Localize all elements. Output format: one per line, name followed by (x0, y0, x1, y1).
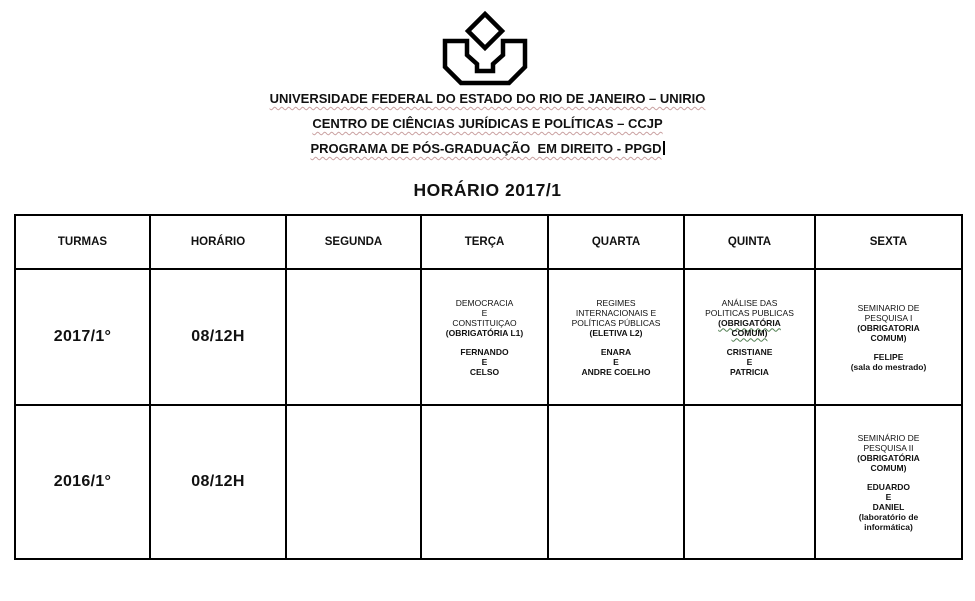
cell-line: COMUM) (731, 327, 768, 338)
cell-line: POLÍTICAS PÚBLICAS (571, 317, 661, 328)
turma-cell: 2016/1° (15, 405, 150, 559)
column-header-sexta: SEXTA (815, 215, 962, 269)
day-cell (684, 269, 815, 405)
horario-cell: 08/12H (150, 269, 286, 405)
cell-line: E (481, 356, 488, 367)
column-header-quinta: QUINTA (684, 215, 815, 269)
cell-line: (OBRIGATÓRIA L1) (445, 327, 524, 338)
cell-line: DEMOCRACIA (455, 297, 514, 308)
program-name-text: PROGRAMA DE PÓS-GRADUAÇÃO EM DIREITO - PPGD (310, 141, 662, 156)
column-header-segunda: SEGUNDA (286, 215, 421, 269)
cell-line: FELIPE (873, 351, 904, 362)
table-row (15, 405, 962, 559)
day-cell (684, 405, 815, 559)
cell-line: INTERNACIONAIS E (575, 307, 657, 318)
cell-line: E (885, 491, 892, 502)
institution-header (0, 86, 975, 161)
cell-line: (OBRIGATÓRIA (718, 317, 781, 328)
cell-line: informática) (864, 521, 913, 532)
column-header-horario: HORÁRIO (150, 215, 286, 269)
cell-line: PESQUISA I (864, 312, 913, 323)
cell-line: (sala do mestrado) (850, 361, 927, 372)
day-cell (815, 269, 962, 405)
cell-line: CRISTIANE (726, 346, 773, 357)
cell-line: COMUM) (870, 462, 907, 473)
cell-line: ANÁLISE DAS (721, 297, 778, 308)
schedule-table (14, 214, 963, 560)
cell-line: (ELETIVA L2) (589, 327, 643, 338)
cell-line: (laboratório de (858, 511, 919, 522)
cell-line: PATRICIA (730, 366, 769, 377)
page-title: HORÁRIO 2017/1 (413, 180, 562, 200)
cell-line: COMUM) (870, 332, 907, 343)
column-header-quarta: QUARTA (548, 215, 684, 269)
unirio-logo-icon (437, 10, 533, 88)
day-cell (286, 269, 421, 405)
day-cell (421, 269, 548, 405)
turma-cell: 2017/1° (15, 269, 150, 405)
cell-line (688, 338, 811, 347)
day-cell (421, 405, 548, 559)
cell-line: DANIEL (872, 501, 905, 512)
column-header-turmas: TURMAS (15, 215, 150, 269)
cell-line: REGIMES (596, 297, 636, 308)
cell-line: (OBRIGATORIA (857, 322, 920, 333)
day-cell (548, 405, 684, 559)
cell-line: SEMINARIO DE (857, 302, 920, 313)
day-cell (548, 269, 684, 405)
cell-line: E (481, 307, 488, 318)
column-header-terca: TERÇA (421, 215, 548, 269)
cell-line (425, 338, 544, 347)
center-name: CENTRO DE CIÊNCIAS JURÍDICAS E POLÍTICAS – CCJP (312, 116, 663, 131)
header-row (15, 215, 962, 269)
cell-line: PESQUISA II (863, 442, 914, 453)
day-cell (286, 405, 421, 559)
cell-line: POLITICAS PUBLICAS (705, 307, 794, 318)
cell-line: CONSTITUIÇAO (452, 317, 517, 328)
cell-line (552, 338, 680, 347)
cell-line: ENARA (600, 346, 632, 357)
cell-line: EDUARDO (867, 481, 910, 492)
cell-line: ANDRE COELHO (581, 366, 651, 377)
horario-cell: 08/12H (150, 405, 286, 559)
cell-line (819, 473, 958, 482)
cell-line: SEMINÁRIO DE (857, 432, 920, 443)
program-name (0, 136, 975, 161)
cell-line: FERNANDO (460, 346, 509, 357)
cell-line: E (746, 356, 753, 367)
text-cursor (663, 141, 665, 155)
cell-line (819, 343, 958, 352)
cell-line: (OBRIGATÓRIA (857, 452, 920, 463)
institution-name: UNIVERSIDADE FEDERAL DO ESTADO DO RIO DE JANEIRO – UNIRIO (269, 91, 706, 106)
cell-line: CELSO (469, 366, 500, 377)
day-cell (815, 405, 962, 559)
cell-line: E (613, 356, 619, 367)
table-row (15, 269, 962, 405)
